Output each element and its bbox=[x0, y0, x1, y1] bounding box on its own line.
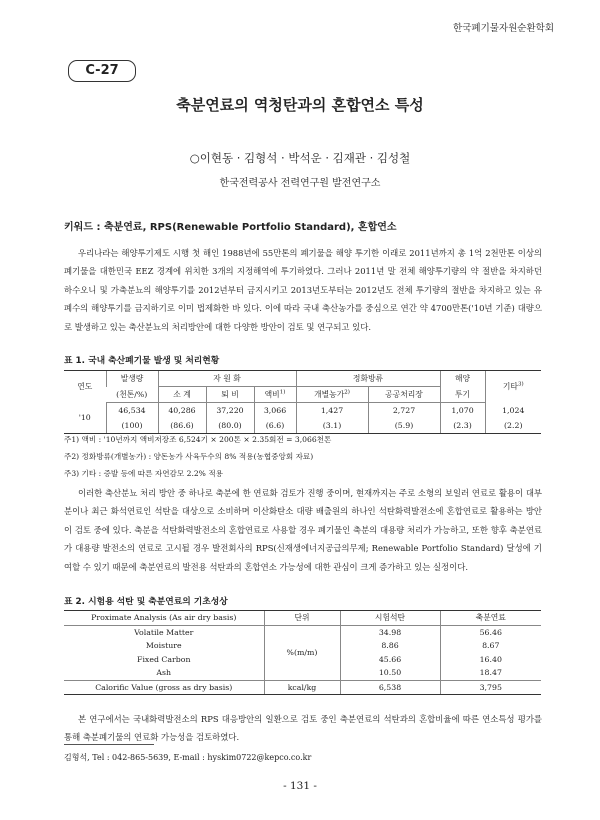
contact-info: 김형석, Tel : 042-865-5639, E-mail : hyskim0722@kepco.co.kr bbox=[64, 753, 312, 762]
col-analysis: Proximate Analysis (As air dry basis) bbox=[64, 611, 264, 626]
author-list: ○이현동 · 김형석 · 박석운 · 김재관 · 김성철 bbox=[189, 151, 411, 165]
waste-status-table bbox=[64, 370, 541, 434]
col-generation: 발생량 bbox=[106, 371, 158, 387]
table-cell: 8.86 bbox=[340, 639, 440, 653]
col-ocean: 해양 bbox=[440, 371, 485, 387]
table-cell: (80.0) bbox=[206, 418, 254, 434]
col-liquid-label: 액비 bbox=[264, 390, 280, 399]
table-cell: 40,286 bbox=[158, 403, 206, 419]
table-cell: 10.50 bbox=[340, 666, 440, 680]
table-cell: 3,066 bbox=[254, 403, 296, 419]
paper-title: 축분연료의 역청탄과의 혼합연소 특성 bbox=[176, 96, 424, 114]
col-resource: 자 원 화 bbox=[158, 371, 296, 387]
col-ocean-2: 투기 bbox=[440, 387, 485, 403]
row-label: Ash bbox=[156, 668, 172, 678]
col-other bbox=[485, 371, 541, 403]
table1-footnote-3: 주3) 기타 : 증발 등에 따른 자연감모 2.2% 적용 bbox=[64, 469, 223, 478]
col-private bbox=[296, 387, 368, 403]
table-cell: 37,220 bbox=[206, 403, 254, 419]
table-cell: 8.67 bbox=[440, 639, 541, 653]
table-cell: (2.2) bbox=[485, 418, 541, 434]
table-cell: 45.66 bbox=[340, 653, 440, 667]
table1-caption: 표 1. 국내 축산폐기물 발생 및 처리현황 bbox=[64, 356, 220, 366]
table-row bbox=[64, 625, 541, 639]
table-cell: 6,538 bbox=[340, 680, 440, 695]
table-cell: (2.3) bbox=[440, 418, 485, 434]
col-manure-fuel: 축분연료 bbox=[440, 611, 541, 626]
table-cell: 46,534 bbox=[106, 403, 158, 419]
footnote-divider bbox=[64, 744, 154, 745]
table-cell: 18.47 bbox=[440, 666, 541, 680]
proximate-analysis-table bbox=[64, 610, 541, 695]
col-unit: 단위 bbox=[264, 611, 340, 626]
table-cell: 1,070 bbox=[440, 403, 485, 419]
body-paragraph-2: 이러한 축산분뇨 처리 방안 중 하나로 축분에 한 연료화 검토가 진행 중이며, 현재까지는 주로 소형의 보일러 연료로 활용이 대부분이나 최근 화석연료인 석탄을 대상으로 소비하며 이산화탄소 대량 배출원의 하나인 석탄화력발전소에 혼합연료로 활용하는 방안이 검토 중에 있다. 축분을 석탄화력발전소의 혼합연료로 사용할 경우 폐기물인 축분의 대용량 처리가 가능하고, 또한 향후 축분연료가 대용량 발전소의 연료로 고시될 경우 발전회사의 RPS(신재생에너지공급의무제; Renewable Portfolio Standard) 달성에 기여할 수 있기 때문에 축분연료의 발전용 석탄과의 혼합연소 가능성에 대한 관심이 크게 증가하고 있는 실정이다. bbox=[64, 488, 542, 572]
cell-year: '10 bbox=[64, 403, 106, 434]
body-paragraph-3: 본 연구에서는 국내화력발전소의 RPS 대응방안의 일환으로 검토 중인 축분연료의 석탄과의 혼합비율에 따른 연소특성 평가를 통해 축분폐기물의 연료화 가능성을 검토하였다. bbox=[64, 714, 542, 743]
col-subtotal: 소 계 bbox=[158, 387, 206, 403]
table-cell: 2,727 bbox=[368, 403, 440, 419]
table-cell: 1,024 bbox=[485, 403, 541, 419]
table-cell: (3.1) bbox=[296, 418, 368, 434]
row-label: Fixed Carbon bbox=[137, 654, 191, 664]
row-label: Volatile Matter bbox=[134, 627, 194, 637]
table-cell: 3,795 bbox=[440, 680, 541, 695]
keywords: 키워드 : 축분연료, RPS(Renewable Portfolio Standard), 혼합연소 bbox=[64, 222, 397, 233]
col-manure: 퇴 비 bbox=[206, 387, 254, 403]
table-row bbox=[64, 403, 541, 419]
col-year: 연도 bbox=[64, 371, 106, 403]
table-cell: (100) bbox=[106, 418, 158, 434]
table2-caption: 표 2. 시험용 석탄 및 축분연료의 기초성상 bbox=[64, 597, 228, 607]
table-cell: 34.98 bbox=[340, 625, 440, 639]
conference-name: 한국폐기물자원순환학회 bbox=[453, 23, 554, 34]
table-cell: 16.40 bbox=[440, 653, 541, 667]
row-label: Calorific Value (gross as dry basis) bbox=[64, 680, 264, 695]
session-code-badge: C-27 bbox=[68, 60, 136, 82]
col-liquid-sup: 1) bbox=[279, 389, 286, 396]
col-coal: 시험석탄 bbox=[340, 611, 440, 626]
col-private-sup: 2) bbox=[344, 389, 350, 396]
col-liquid bbox=[254, 387, 296, 403]
table-cell: 56.46 bbox=[440, 625, 541, 639]
body-paragraph-1: 우리나라는 해양투기제도 시행 첫 해인 1988년에 55만톤의 폐기물을 해양 투기한 이래로 2011년까지 총 1억 2천만톤 이상의 폐기물을 대한민국 EEZ 경계에 위치한 3개의 지정해역에 투기하였다. 그러나 2011년 말 전체 해양투기량의 약 절반을 차지하던 하수오니 및 가축분뇨의 해양투기를 2012년부터 금지시키고 2013년도부터는 2012년도 전체 투기량의 절반을 차지하고 있는 유폐수의 해양투기를 금지하기로 이미 법제화한 바 있다. 이에 따라 국내 축산농가를 중심으로 연간 약 4700만톤('10년 기준) 대량으로 발생하고 있는 축산분뇨의 처리방안에 대한 다양한 방안이 검토 및 연구되고 있다. bbox=[64, 248, 542, 332]
affiliation: 한국전력공사 전력연구원 발전연구소 bbox=[219, 178, 381, 189]
table-cell: (86.6) bbox=[158, 418, 206, 434]
unit-cell: %(m/m) bbox=[264, 625, 340, 680]
col-other-label: 기타 bbox=[502, 382, 518, 392]
col-generation-unit: (천톤/%) bbox=[106, 387, 158, 403]
page-number: - 131 - bbox=[283, 780, 317, 792]
table1-footnote-2: 주2) 정화방류(개별농가) : 양돈농가 사육두수의 8% 적용(농협중앙회 자료) bbox=[64, 452, 314, 461]
col-purify: 정화방류 bbox=[296, 371, 440, 387]
table-cell: (5.9) bbox=[368, 418, 440, 434]
table-cell: kcal/kg bbox=[264, 680, 340, 695]
row-label: Moisture bbox=[145, 641, 182, 651]
table1-footnote-1: 주1) 액비 : '10년까지 액비저장조 6,524기 × 200톤 × 2.35회전 = 3,066천톤 bbox=[64, 435, 332, 444]
table-cell: 1,427 bbox=[296, 403, 368, 419]
col-private-label: 개별농가 bbox=[314, 390, 345, 399]
table-cell: (6.6) bbox=[254, 418, 296, 434]
col-other-sup: 3) bbox=[517, 381, 524, 388]
col-public: 공공처리장 bbox=[368, 387, 440, 403]
table-row bbox=[64, 418, 541, 434]
